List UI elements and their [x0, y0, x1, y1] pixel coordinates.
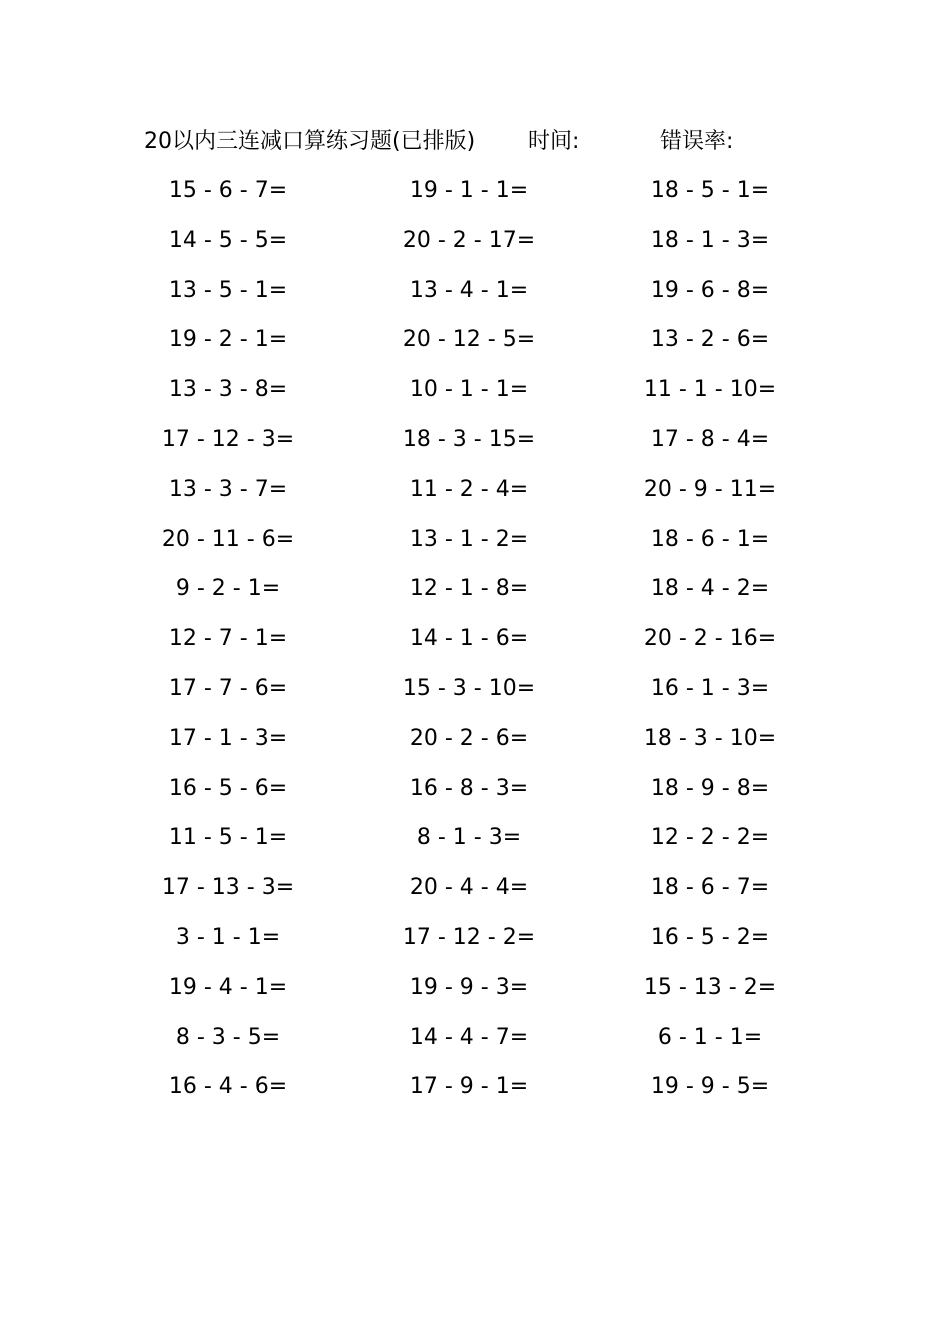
problem-row [0, 720, 950, 770]
problem-item: 20 - 12 - 5= [402, 327, 536, 353]
problem-row [0, 819, 950, 869]
problem-item: 17 - 7 - 6= [168, 675, 288, 701]
problem-row [0, 272, 950, 322]
problem-row [0, 919, 950, 969]
problem-item: 17 - 1 - 3= [168, 725, 288, 751]
problem-item: 8 - 3 - 5= [175, 1024, 281, 1050]
problem-item: 11 - 1 - 10= [643, 377, 777, 403]
problem-row [0, 969, 950, 1019]
problem-item: 14 - 1 - 6= [409, 626, 529, 652]
problem-row [0, 471, 950, 521]
problem-item: 18 - 3 - 15= [402, 426, 536, 452]
problem-item: 19 - 4 - 1= [168, 974, 288, 1000]
problem-item: 20 - 11 - 6= [161, 526, 295, 552]
problem-item: 16 - 8 - 3= [409, 775, 529, 801]
problem-item: 20 - 2 - 16= [643, 626, 777, 652]
problem-item: 15 - 6 - 7= [168, 178, 288, 203]
problem-item: 14 - 5 - 5= [168, 227, 288, 253]
problem-item: 10 - 1 - 1= [409, 377, 529, 403]
problem-item: 13 - 3 - 7= [168, 476, 288, 502]
problem-row [0, 770, 950, 820]
problem-item: 20 - 2 - 17= [402, 227, 536, 253]
problem-item: 18 - 6 - 1= [650, 526, 770, 552]
problem-row [0, 570, 950, 620]
problem-item: 16 - 5 - 6= [168, 775, 288, 801]
problem-item: 15 - 13 - 2= [643, 974, 777, 1000]
problem-item: 16 - 1 - 3= [650, 675, 770, 701]
problem-item: 12 - 2 - 2= [650, 825, 770, 851]
problem-item: 13 - 4 - 1= [409, 277, 529, 303]
problem-item: 18 - 6 - 7= [650, 875, 770, 901]
problem-item: 17 - 12 - 3= [161, 426, 295, 452]
problem-item: 8 - 1 - 3= [416, 825, 522, 851]
problem-item: 20 - 9 - 11= [643, 476, 777, 502]
problem-item: 17 - 9 - 1= [409, 1074, 529, 1100]
problem-item: 19 - 6 - 8= [650, 277, 770, 303]
problem-item: 19 - 2 - 1= [168, 327, 288, 353]
problem-row [0, 670, 950, 720]
problem-row [0, 421, 950, 471]
problem-item: 19 - 9 - 3= [409, 974, 529, 1000]
problem-item: 14 - 4 - 7= [409, 1024, 529, 1050]
problem-item: 18 - 4 - 2= [650, 576, 770, 602]
problem-row [0, 1019, 950, 1069]
problem-row [0, 222, 950, 272]
problem-item: 18 - 3 - 10= [643, 725, 777, 751]
problem-row [0, 521, 950, 571]
problem-item: 11 - 5 - 1= [168, 825, 288, 851]
problem-item: 12 - 1 - 8= [409, 576, 529, 602]
problem-item: 19 - 9 - 5= [650, 1074, 770, 1100]
error-rate-label: 错误率: [660, 129, 734, 154]
problem-item: 16 - 5 - 2= [650, 924, 770, 950]
problem-item: 13 - 1 - 2= [409, 526, 529, 552]
problem-item: 11 - 2 - 4= [409, 476, 529, 502]
problem-row [0, 172, 950, 222]
problem-row [0, 371, 950, 421]
problem-item: 17 - 8 - 4= [650, 426, 770, 452]
problem-item: 13 - 2 - 6= [650, 327, 770, 353]
problem-item: 17 - 12 - 2= [402, 924, 536, 950]
problem-row [0, 321, 950, 371]
page-title: 20以内三连减口算练习题(已排版) [144, 129, 476, 154]
problem-item: 20 - 2 - 6= [409, 725, 529, 751]
worksheet-header [0, 124, 950, 160]
problem-item: 9 - 2 - 1= [175, 576, 281, 602]
problem-item: 18 - 5 - 1= [650, 178, 770, 203]
problem-item: 18 - 9 - 8= [650, 775, 770, 801]
problem-item: 13 - 5 - 1= [168, 277, 288, 303]
problem-grid [0, 172, 950, 1118]
problem-item: 20 - 4 - 4= [409, 875, 529, 901]
problem-row [0, 620, 950, 670]
problem-item: 6 - 1 - 1= [657, 1024, 763, 1050]
time-label: 时间: [528, 129, 580, 154]
problem-item: 17 - 13 - 3= [161, 875, 295, 901]
problem-item: 3 - 1 - 1= [175, 924, 281, 950]
problem-item: 15 - 3 - 10= [402, 675, 536, 701]
problem-row [0, 869, 950, 919]
problem-row [0, 1068, 950, 1118]
problem-item: 19 - 1 - 1= [409, 178, 529, 203]
problem-item: 16 - 4 - 6= [168, 1074, 288, 1100]
problem-item: 18 - 1 - 3= [650, 227, 770, 253]
problem-item: 12 - 7 - 1= [168, 626, 288, 652]
problem-item: 13 - 3 - 8= [168, 377, 288, 403]
